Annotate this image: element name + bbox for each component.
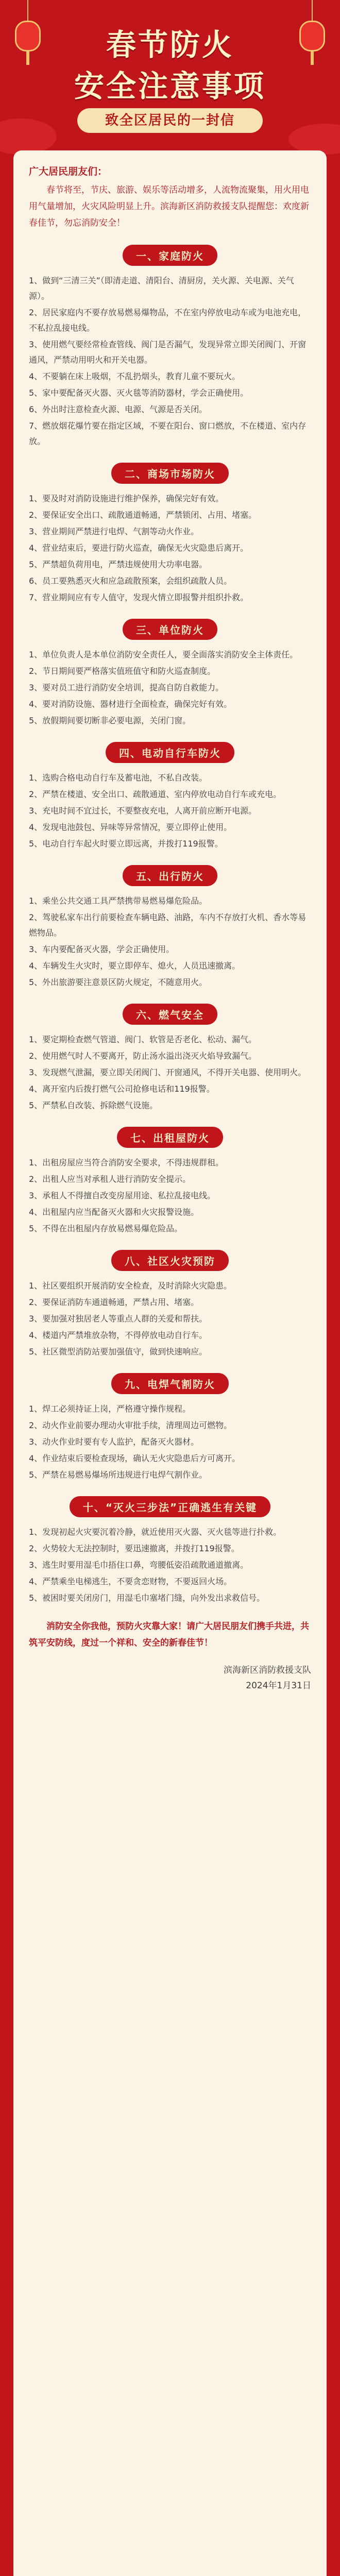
section-item: 2、节日期间要严格落实值班值守和防火巡查制度。 [29,666,216,676]
section-item: 7、营业期间应有专人值守，发现火情立即报警并组织扑救。 [29,592,249,602]
section-item: 2、要保证消防车通道畅通，严禁占用、堵塞。 [29,1297,199,1307]
section [29,245,311,449]
section-item: 5、电动自行车起火时要立即远离，并拨打119报警。 [29,839,223,849]
section-item: 1、单位负责人是本单位消防安全责任人，要全面落实消防安全主体责任。 [29,650,298,659]
section-item: 2、动火作业前要办理动火审批手续，清理周边可燃物。 [29,1420,232,1430]
section-item: 1、焊工必须持证上岗，严格遵守操作规程。 [29,1404,191,1414]
section [29,865,311,990]
section-title: 十、“灭火三步法”正确逃生有关键 [70,1496,270,1517]
section-item: 3、逃生时要用湿毛巾捂住口鼻，弯腰低姿沿疏散通道撤离。 [29,1560,249,1570]
section-item: 4、不要躺在床上吸烟，不乱扔烟头，教育儿童不要玩火。 [29,371,241,381]
section [29,1127,311,1236]
section-item: 2、驾驶私家车出行前要检查车辆电路、油路，车内不存放打火机、香水等易燃物品。 [29,912,307,938]
section-item: 2、使用燃气时人不要离开，防止汤水溢出浇灭火焰导致漏气。 [29,1051,257,1061]
section-item: 4、发现电池鼓包、异味等异常情况，要立即停止使用。 [29,822,232,832]
section [29,1496,311,1606]
section-item: 5、严禁超负荷用电，严禁违规使用大功率电器。 [29,560,208,569]
section-item: 4、车辆发生火灾时，要立即停车、熄火，人员迅速撤离。 [29,961,241,971]
section [29,1250,311,1360]
section-item: 1、做到“三清三关”（即清走道、清阳台、清厨房，关火源、关电源、关气源）。 [29,276,294,301]
section [29,1373,311,1483]
sections-container [29,245,311,1606]
section-item: 2、严禁在楼道、安全出口、疏散通道、室内停放电动自行车或充电。 [29,789,282,799]
section-title: 六、燃气安全 [123,1004,217,1025]
section-title: 七、出租屋防火 [117,1127,223,1148]
section-item: 5、家中要配备灭火器、灭火毯等消防器材，学会正确使用。 [29,388,249,398]
section-header [29,1373,311,1394]
section-item: 6、员工要熟悉灭火和应急疏散预案，会组织疏散人员。 [29,576,232,586]
section-item: 4、营业结束后，要进行防火巡查，确保无火灾隐患后离开。 [29,543,249,553]
section-item: 1、发现初起火灾要沉着冷静，就近使用灭火器、灭火毯等进行扑救。 [29,1527,282,1537]
section-title: 三、单位防火 [123,619,217,640]
section-title: 二、商场市场防火 [111,463,229,484]
section-item: 3、承租人不得擅自改变房屋用途、私拉乱接电线。 [29,1191,216,1200]
section-item: 6、外出时注意检查火源、电源、气源是否关闭。 [29,404,208,414]
section-header [29,1127,311,1148]
section-item: 1、选购合格电动自行车及蓄电池，不私自改装。 [29,773,208,783]
section-title: 八、社区火灾预防 [111,1250,229,1271]
section-header [29,742,311,763]
section-title: 四、电动自行车防火 [106,742,234,763]
section-title: 五、出行防火 [123,865,217,886]
page-title-line-2: 安全注意事项 [74,69,266,104]
section-item: 3、要对员工进行消防安全培训，提高自防自救能力。 [29,683,224,692]
section-header [29,865,311,886]
signature-org: 滨海新区消防救援支队 [224,1665,311,1675]
section-item: 4、离开室内后拨打燃气公司抢修电话和119报警。 [29,1084,215,1094]
cloud-decoration [0,118,57,155]
section-item: 3、动火作业时要有专人监护，配备灭火器材。 [29,1437,199,1447]
section-item: 4、楼道内严禁堆放杂物，不得停放电动自行车。 [29,1330,208,1340]
subtitle-badge: 致全区居民的一封信 [77,108,263,133]
section-item: 5、严禁私自改装、拆除燃气设施。 [29,1100,158,1110]
cloud-decoration [288,124,340,155]
section-item: 5、不得在出租屋内存放易燃易爆危险品。 [29,1224,183,1233]
section-item: 2、居民家庭内不要存放易燃易爆物品，不在室内停放电动车或为电池充电，不私拉乱接电线。 [29,308,307,333]
section-item: 3、要加强对独居老人等重点人群的关爱和帮扶。 [29,1314,208,1324]
section-item: 3、发现燃气泄漏，要立即关闭阀门、开窗通风，不得开关电器、使用明火。 [29,1067,307,1077]
section-item: 3、车内要配备灭火器，学会正确使用。 [29,944,175,954]
section-item: 5、严禁在易燃易爆场所违规进行电焊气割作业。 [29,1470,208,1480]
section-item: 1、要及时对消防设施进行维护保养，确保完好有效。 [29,494,224,503]
section-header [29,1250,311,1271]
section-item: 5、社区微型消防站要加强值守，做到快速响应。 [29,1347,208,1357]
section-item: 4、出租屋内应当配备灭火器和火灾报警设施。 [29,1207,199,1217]
section [29,742,311,852]
page-title-line-1: 春节防火 [106,27,234,62]
closing-paragraph: 消防安全你我他，预防火灾靠大家！请广大居民朋友们携手共进，共筑平安防线，度过一个祥和、安全的新春佳节！ [29,1621,309,1648]
signature-date: 2024年1月31日 [246,1681,311,1691]
section-header [29,619,311,640]
intro-paragraph: 春节将至，节庆、旅游、娱乐等活动增多，人流物流聚集，用火用电用气量增加，火灾风险明显上升。滨海新区消防救援支队提醒您：欢度新春佳节，勿忘消防安全！ [29,185,309,228]
section-title: 一、家庭防火 [123,245,217,266]
section-item: 4、作业结束后要检查现场，确认无火灾隐患后方可离开。 [29,1453,241,1463]
section-item: 1、社区要组织开展消防安全检查，及时消除火灾隐患。 [29,1281,232,1291]
section-item: 3、充电时间不宜过长，不要整夜充电，人离开前应断开电源。 [29,806,257,816]
section [29,619,311,728]
section-item: 4、严禁乘坐电梯逃生，不要贪恋财物，不要返回火场。 [29,1577,232,1586]
section-item: 1、出租房屋应当符合消防安全要求，不得违规群租。 [29,1158,224,1167]
section-item: 3、营业期间严禁进行电焊、气割等动火作业。 [29,527,199,536]
section-item: 1、乘坐公共交通工具严禁携带易燃易爆危险品。 [29,896,208,906]
section-item: 7、燃放烟花爆竹要在指定区域，不要在阳台、窗口燃放，不在楼道、室内存放。 [29,421,307,446]
section-item: 5、放假期间要切断非必要电源，关闭门窗。 [29,716,191,725]
header-banner [0,0,340,175]
letter-card [13,150,327,2576]
section-item: 4、要对消防设施、器材进行全面检查，确保完好有效。 [29,699,232,709]
section-item: 1、要定期检查燃气管道、阀门、软管是否老化、松动、漏气。 [29,1035,257,1044]
letter-body [29,164,311,1693]
section [29,1004,311,1113]
section-header [29,463,311,484]
section-item: 5、外出旅游要注意景区防火规定，不随意用火。 [29,977,208,987]
signature-block [29,1663,311,1693]
section-item: 2、出租人应当对承租人进行消防安全提示。 [29,1174,191,1184]
section-header [29,245,311,266]
section-item: 5、被困时要关闭房门，用湿毛巾塞堵门缝，向外发出求救信号。 [29,1593,265,1603]
section-item: 3、使用燃气要经常检查管线、阀门是否漏气，发现异常立即关闭阀门、开窗通风，严禁动用明火和开关电器。 [29,340,307,365]
section-item: 2、火势较大无法控制时，要迅速撤离，并拨打119报警。 [29,1544,240,1553]
greeting: 广大居民朋友们： [29,166,108,177]
section-item: 2、要保证安全出口、疏散通道畅通，严禁锁闭、占用、堵塞。 [29,510,257,520]
section-header [29,1004,311,1025]
section-title: 九、电焊气割防火 [111,1373,229,1394]
section [29,463,311,605]
section-header [29,1496,311,1517]
